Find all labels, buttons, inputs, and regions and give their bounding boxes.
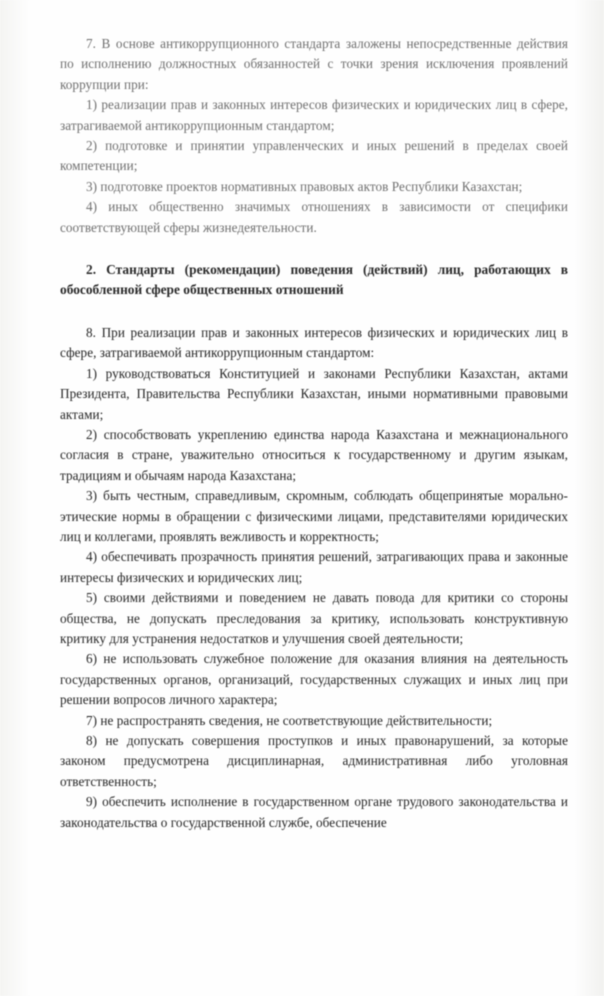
document-body	[60, 34, 568, 833]
paragraph-8-item-5: 5) своими действиями и поведением не давать повода для критики со стороны общества, не допускать преследования за критику, использовать конструктивную критику для устранения недостатков и улучшения своей деятельности;	[60, 590, 568, 646]
paragraph-8-item-6: 6) не использовать служебное положение для оказания влияния на деятельность государственных органов, организаций, государственных служащих и иных лиц при решении вопросов личного характера;	[60, 651, 568, 708]
paragraph-8-item-9: 9) обеспечить исполнение в государственном органе трудового законодательства и законодательства о государственной службе, обеспечение	[60, 794, 568, 830]
paragraph-7-item-4: 4) иных общественно значимых отношениях в зависимости от специфики соответствующей сферы жизнедеятельности.	[60, 199, 568, 235]
paragraph-8-item-2: 2) способствовать укреплению единства народа Казахстана и межнационального согласия в стране, уважительно относиться к государственному и другим языкам, традициям и обычаям народа Казахстана;	[60, 426, 568, 483]
paragraph-8-item-8: 8) не допускать совершения проступков и иных правонарушений, за которые законом предусмотрена дисциплинарная, административная либо уголовная ответственность;	[60, 733, 568, 789]
section-heading: 2. Стандарты (рекомендации) поведения (действий) лиц, работающих в обособленной сфере общественных отношений	[60, 262, 568, 298]
paragraph-8-item-3: 3) быть честным, справедливым, скромным, соблюдать общепринятые морально-этические нормы в обращении с физическими лицами, представителями юридических лиц и коллегами, проявлять вежливость и корректность;	[60, 488, 568, 544]
paragraph-7-item-3: 3) подготовке проектов нормативных правовых актов Республики Казахстан;	[86, 178, 523, 194]
paragraph-8: 8. При реализации прав и законных интересов физических и юридических лиц в сфере, затрагиваемой антикоррупционным стандартом:	[60, 324, 568, 361]
paragraph-7: 7. В основе антикоррупционного стандарта заложены непосредственные действия по исполнению должностных обязанностей с точки зрения исключения проявлений коррупции при:	[60, 36, 568, 92]
paragraph-8-item-4: 4) обеспечивать прозрачность принятия решений, затрагивающих права и законные интересы физических и юридических лиц;	[60, 549, 568, 585]
paragraph-7-item-2: 2) подготовке и принятии управленческих и иных решений в пределах своей компетенции;	[60, 138, 568, 174]
paragraph-8-item-1: 1) руководствоваться Конституцией и законами Республики Казахстан, актами Президента, Правительства Республики Казахстан, иными нормативными правовыми актами;	[60, 365, 568, 422]
paragraph-8-item-7: 7) не распространять сведения, не соответствующие действительности;	[86, 712, 493, 728]
paragraph-7-item-1: 1) реализации прав и законных интересов физических и юридических лиц в сфере, затрагиваемой антикоррупционным стандартом;	[60, 97, 568, 133]
